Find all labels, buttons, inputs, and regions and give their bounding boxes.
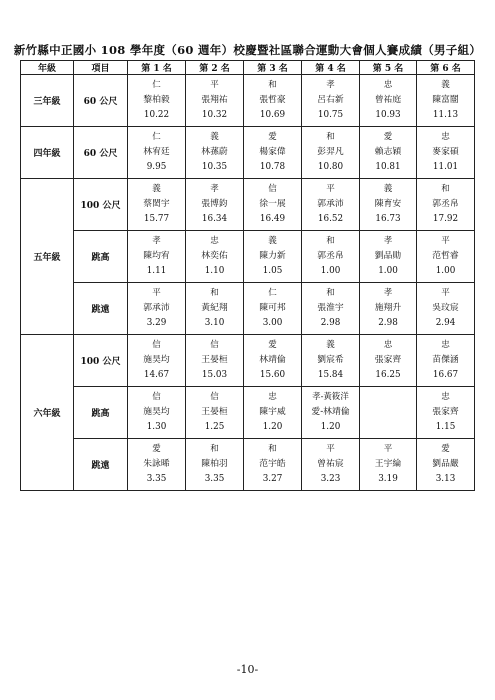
result-class: 愛 bbox=[383, 132, 393, 142]
result-score: 3.35 bbox=[146, 474, 167, 484]
result-score: 10.35 bbox=[201, 162, 228, 172]
result-score: 11.13 bbox=[432, 110, 459, 120]
result-cell bbox=[417, 283, 475, 335]
result-score: 11.01 bbox=[432, 162, 459, 172]
result-cell bbox=[186, 231, 244, 283]
result-class: 孝 bbox=[383, 236, 393, 246]
athlete-name: 陳均宥 bbox=[143, 251, 170, 261]
table-row bbox=[21, 179, 475, 231]
grade-cell: 六年級 bbox=[21, 335, 74, 491]
result-cell bbox=[302, 439, 360, 491]
result-score: 16.52 bbox=[317, 214, 344, 224]
result-cell bbox=[302, 127, 360, 179]
result-class: 和 bbox=[326, 236, 335, 246]
result-cell bbox=[417, 231, 475, 283]
grade-cell: 四年級 bbox=[21, 127, 74, 179]
result-cell bbox=[417, 439, 475, 491]
result-cell bbox=[360, 75, 417, 127]
result-score: 1.11 bbox=[146, 266, 167, 276]
result-cell bbox=[128, 127, 186, 179]
table-row bbox=[21, 127, 475, 179]
result-cell bbox=[302, 231, 360, 283]
header-rank-1: 第 1 名 bbox=[128, 61, 186, 75]
result-score: 15.03 bbox=[201, 370, 228, 380]
athlete-name: 陳柏羽 bbox=[201, 459, 228, 469]
result-cell bbox=[360, 127, 417, 179]
athlete-name: 陳力新 bbox=[259, 251, 286, 261]
result-cell bbox=[186, 127, 244, 179]
athlete-name: 陳可邦 bbox=[259, 303, 286, 313]
result-class: 平 bbox=[441, 236, 450, 246]
result-cell bbox=[360, 387, 417, 439]
result-score: 2.98 bbox=[378, 318, 398, 328]
result-class: 義 bbox=[152, 184, 161, 194]
result-score: 3.19 bbox=[378, 474, 398, 484]
result-score: 16.25 bbox=[375, 370, 401, 380]
athlete-name: 愛-林靖倫 bbox=[311, 407, 350, 417]
grade-cell: 五年級 bbox=[21, 179, 74, 335]
athlete-name: 林宥廷 bbox=[143, 147, 170, 157]
results-table bbox=[20, 60, 475, 491]
result-class: 平 bbox=[326, 444, 335, 454]
result-score: 3.35 bbox=[204, 474, 225, 484]
result-class: 孝 bbox=[210, 184, 219, 194]
athlete-name: 陳富闓 bbox=[432, 95, 459, 105]
header-rank-5: 第 5 名 bbox=[360, 61, 417, 75]
event-cell: 60 公尺 bbox=[74, 75, 128, 127]
result-class: 和 bbox=[326, 132, 335, 142]
athlete-name: 王宇綸 bbox=[374, 459, 402, 469]
result-cell bbox=[128, 75, 186, 127]
result-cell bbox=[128, 387, 186, 439]
result-class: 和 bbox=[441, 184, 450, 194]
result-cell bbox=[186, 335, 244, 387]
result-cell bbox=[417, 127, 475, 179]
result-cell bbox=[302, 283, 360, 335]
result-score bbox=[360, 420, 416, 435]
athlete-name: 王晏桓 bbox=[201, 355, 228, 365]
result-class: 忠 bbox=[441, 132, 450, 142]
result-cell bbox=[302, 387, 360, 439]
event-cell: 跳遠 bbox=[74, 283, 128, 335]
result-class: 和 bbox=[210, 288, 219, 298]
athlete-name: 劉品勛 bbox=[374, 251, 402, 261]
result-cell bbox=[360, 283, 417, 335]
table-row bbox=[21, 231, 475, 283]
result-class: 信 bbox=[268, 184, 277, 194]
event-cell: 跳高 bbox=[74, 231, 128, 283]
athlete-name: 賴志穎 bbox=[374, 147, 402, 157]
athlete-name: 朱詠晞 bbox=[143, 459, 170, 469]
result-score: 14.67 bbox=[143, 370, 170, 380]
result-score: 3.10 bbox=[204, 318, 225, 328]
result-cell bbox=[128, 179, 186, 231]
result-score: 1.30 bbox=[146, 422, 167, 432]
header-rank-4: 第 4 名 bbox=[302, 61, 360, 75]
document-title: 新竹縣中正國小 108 學年度（60 週年）校慶暨社區聯合運動大會個人賽成績（男子組） bbox=[13, 43, 482, 57]
result-class: 和 bbox=[210, 444, 219, 454]
result-cell bbox=[244, 283, 302, 335]
athlete-name: 麥家碩 bbox=[432, 147, 459, 157]
result-class: 忠 bbox=[268, 392, 277, 402]
athlete-name: 陳宇威 bbox=[259, 407, 286, 417]
table-row bbox=[21, 335, 475, 387]
athlete-name: 陳育安 bbox=[374, 199, 402, 209]
athlete-name: 郭承沛 bbox=[143, 303, 170, 313]
result-score: 16.34 bbox=[201, 214, 228, 224]
result-class: 平 bbox=[383, 444, 393, 454]
result-score: 16.67 bbox=[432, 370, 459, 380]
result-class: 義 bbox=[210, 132, 219, 142]
table-row bbox=[21, 283, 475, 335]
athlete-name bbox=[360, 405, 416, 420]
result-score: 10.69 bbox=[259, 110, 286, 120]
result-cell bbox=[244, 439, 302, 491]
result-score: 1.15 bbox=[435, 422, 456, 432]
header-grade: 年級 bbox=[21, 61, 74, 75]
table-row bbox=[21, 387, 475, 439]
result-cell bbox=[417, 387, 475, 439]
result-class: 和 bbox=[268, 80, 277, 90]
result-cell bbox=[244, 127, 302, 179]
athlete-name: 曾祐庭 bbox=[374, 95, 402, 105]
header-row bbox=[21, 61, 475, 75]
result-cell bbox=[244, 75, 302, 127]
results-body bbox=[21, 75, 475, 491]
result-score: 3.23 bbox=[320, 474, 341, 484]
result-class: 仁 bbox=[152, 80, 161, 90]
result-class: 忠 bbox=[441, 340, 450, 350]
result-class: 平 bbox=[210, 80, 219, 90]
result-cell bbox=[244, 335, 302, 387]
result-score: 10.93 bbox=[375, 110, 401, 120]
result-cell bbox=[186, 439, 244, 491]
athlete-name: 劉品嚴 bbox=[432, 459, 459, 469]
result-class bbox=[360, 390, 416, 405]
event-cell: 跳遠 bbox=[74, 439, 128, 491]
result-cell bbox=[128, 439, 186, 491]
result-class: 孝 bbox=[326, 80, 335, 90]
athlete-name: 劉宸希 bbox=[317, 355, 344, 365]
result-class: 義 bbox=[326, 340, 335, 350]
result-score: 1.00 bbox=[435, 266, 456, 276]
athlete-name: 施昊均 bbox=[143, 355, 170, 365]
result-class: 孝 bbox=[383, 288, 393, 298]
result-cell bbox=[360, 439, 417, 491]
event-cell: 100 公尺 bbox=[74, 179, 128, 231]
athlete-name: 徐一展 bbox=[259, 199, 286, 209]
result-score: 3.29 bbox=[146, 318, 167, 328]
result-cell bbox=[360, 231, 417, 283]
result-score: 15.77 bbox=[143, 214, 170, 224]
result-score: 1.05 bbox=[262, 266, 283, 276]
result-class: 義 bbox=[441, 80, 450, 90]
result-score: 2.98 bbox=[320, 318, 341, 328]
athlete-name: 蔡閎宇 bbox=[143, 199, 170, 209]
athlete-name: 張家齊 bbox=[432, 407, 459, 417]
header-rank-3: 第 3 名 bbox=[244, 61, 302, 75]
athlete-name: 吳玟宸 bbox=[432, 303, 459, 313]
athlete-name: 郭承沛 bbox=[317, 199, 344, 209]
result-class: 平 bbox=[326, 184, 335, 194]
athlete-name: 王晏桓 bbox=[201, 407, 228, 417]
result-class: 愛 bbox=[152, 444, 161, 454]
athlete-name: 施昊均 bbox=[143, 407, 170, 417]
result-cell bbox=[360, 179, 417, 231]
result-class: 愛 bbox=[441, 444, 450, 454]
athlete-name: 曾祐宸 bbox=[317, 459, 344, 469]
result-score: 10.22 bbox=[143, 110, 170, 120]
athlete-name: 范哲睿 bbox=[432, 251, 459, 261]
athlete-name: 張哲豪 bbox=[259, 95, 286, 105]
result-score: 1.10 bbox=[204, 266, 225, 276]
result-class: 信 bbox=[210, 392, 219, 402]
result-score: 10.80 bbox=[317, 162, 344, 172]
header-rank-2: 第 2 名 bbox=[186, 61, 244, 75]
result-class: 忠 bbox=[383, 80, 393, 90]
result-score: 1.00 bbox=[378, 266, 398, 276]
result-score: 3.27 bbox=[262, 474, 283, 484]
athlete-name: 苗傑涵 bbox=[432, 355, 459, 365]
result-class: 愛 bbox=[268, 132, 277, 142]
result-score: 10.75 bbox=[317, 110, 344, 120]
event-cell: 100 公尺 bbox=[74, 335, 128, 387]
result-cell bbox=[186, 75, 244, 127]
result-score: 1.25 bbox=[204, 422, 225, 432]
result-score: 17.92 bbox=[432, 214, 459, 224]
result-class: 愛 bbox=[268, 340, 277, 350]
athlete-name: 林靖倫 bbox=[259, 355, 286, 365]
result-score: 9.95 bbox=[146, 162, 167, 172]
result-score: 10.81 bbox=[375, 162, 401, 172]
result-score: 1.20 bbox=[262, 422, 283, 432]
athlete-name: 郭丞帛 bbox=[317, 251, 344, 261]
result-score: 15.60 bbox=[259, 370, 286, 380]
result-score: 15.84 bbox=[317, 370, 344, 380]
page-number: -10- bbox=[236, 663, 259, 676]
result-class: 信 bbox=[152, 392, 161, 402]
result-class: 忠 bbox=[210, 236, 219, 246]
result-class: 孝 bbox=[152, 236, 161, 246]
result-cell bbox=[417, 179, 475, 231]
result-cell bbox=[186, 179, 244, 231]
event-cell: 跳高 bbox=[74, 387, 128, 439]
result-cell bbox=[417, 75, 475, 127]
result-score: 3.00 bbox=[262, 318, 283, 328]
result-class: 信 bbox=[152, 340, 161, 350]
result-score: 16.73 bbox=[375, 214, 401, 224]
result-class: 忠 bbox=[441, 392, 450, 402]
result-cell bbox=[244, 231, 302, 283]
result-score: 10.78 bbox=[259, 162, 286, 172]
result-class: 平 bbox=[441, 288, 450, 298]
result-score: 1.20 bbox=[320, 422, 341, 432]
table-row bbox=[21, 439, 475, 491]
result-class: 信 bbox=[210, 340, 219, 350]
athlete-name: 施翔升 bbox=[374, 303, 402, 313]
athlete-name: 楊家偉 bbox=[259, 147, 286, 157]
athlete-name: 張家齊 bbox=[374, 355, 402, 365]
athlete-name: 林奕佑 bbox=[201, 251, 228, 261]
result-cell bbox=[128, 231, 186, 283]
result-score: 2.94 bbox=[435, 318, 456, 328]
result-score: 1.00 bbox=[320, 266, 341, 276]
athlete-name: 張博鈞 bbox=[201, 199, 228, 209]
athlete-name: 呂右新 bbox=[317, 95, 344, 105]
header-rank-6: 第 6 名 bbox=[417, 61, 475, 75]
result-cell bbox=[244, 179, 302, 231]
result-class: 孝-黃筱洋 bbox=[312, 392, 349, 402]
result-class: 義 bbox=[383, 184, 393, 194]
result-class: 和 bbox=[326, 288, 335, 298]
result-class: 平 bbox=[152, 288, 161, 298]
header-event: 項目 bbox=[74, 61, 128, 75]
event-cell: 60 公尺 bbox=[74, 127, 128, 179]
result-cell bbox=[186, 387, 244, 439]
result-class: 忠 bbox=[383, 340, 393, 350]
grade-cell: 三年級 bbox=[21, 75, 74, 127]
athlete-name: 黎柏毅 bbox=[143, 95, 170, 105]
athlete-name: 張淮宇 bbox=[317, 303, 344, 313]
result-cell bbox=[360, 335, 417, 387]
table-row bbox=[21, 75, 475, 127]
result-cell bbox=[244, 387, 302, 439]
athlete-name: 林蓀蔚 bbox=[201, 147, 228, 157]
result-cell bbox=[128, 335, 186, 387]
athlete-name: 郭丞帛 bbox=[432, 199, 459, 209]
result-cell bbox=[302, 75, 360, 127]
result-class: 義 bbox=[268, 236, 277, 246]
result-score: 16.49 bbox=[259, 214, 286, 224]
result-cell bbox=[128, 283, 186, 335]
result-score: 10.32 bbox=[201, 110, 228, 120]
result-class: 仁 bbox=[268, 288, 277, 298]
athlete-name: 張翔祐 bbox=[201, 95, 228, 105]
result-class: 和 bbox=[268, 444, 277, 454]
result-cell bbox=[186, 283, 244, 335]
result-cell bbox=[417, 335, 475, 387]
result-score: 3.13 bbox=[435, 474, 456, 484]
athlete-name: 黃紀翔 bbox=[201, 303, 228, 313]
athlete-name: 范宇皓 bbox=[259, 459, 286, 469]
athlete-name: 彭羿凡 bbox=[317, 147, 344, 157]
result-class: 仁 bbox=[152, 132, 161, 142]
result-cell bbox=[302, 335, 360, 387]
result-cell bbox=[302, 179, 360, 231]
